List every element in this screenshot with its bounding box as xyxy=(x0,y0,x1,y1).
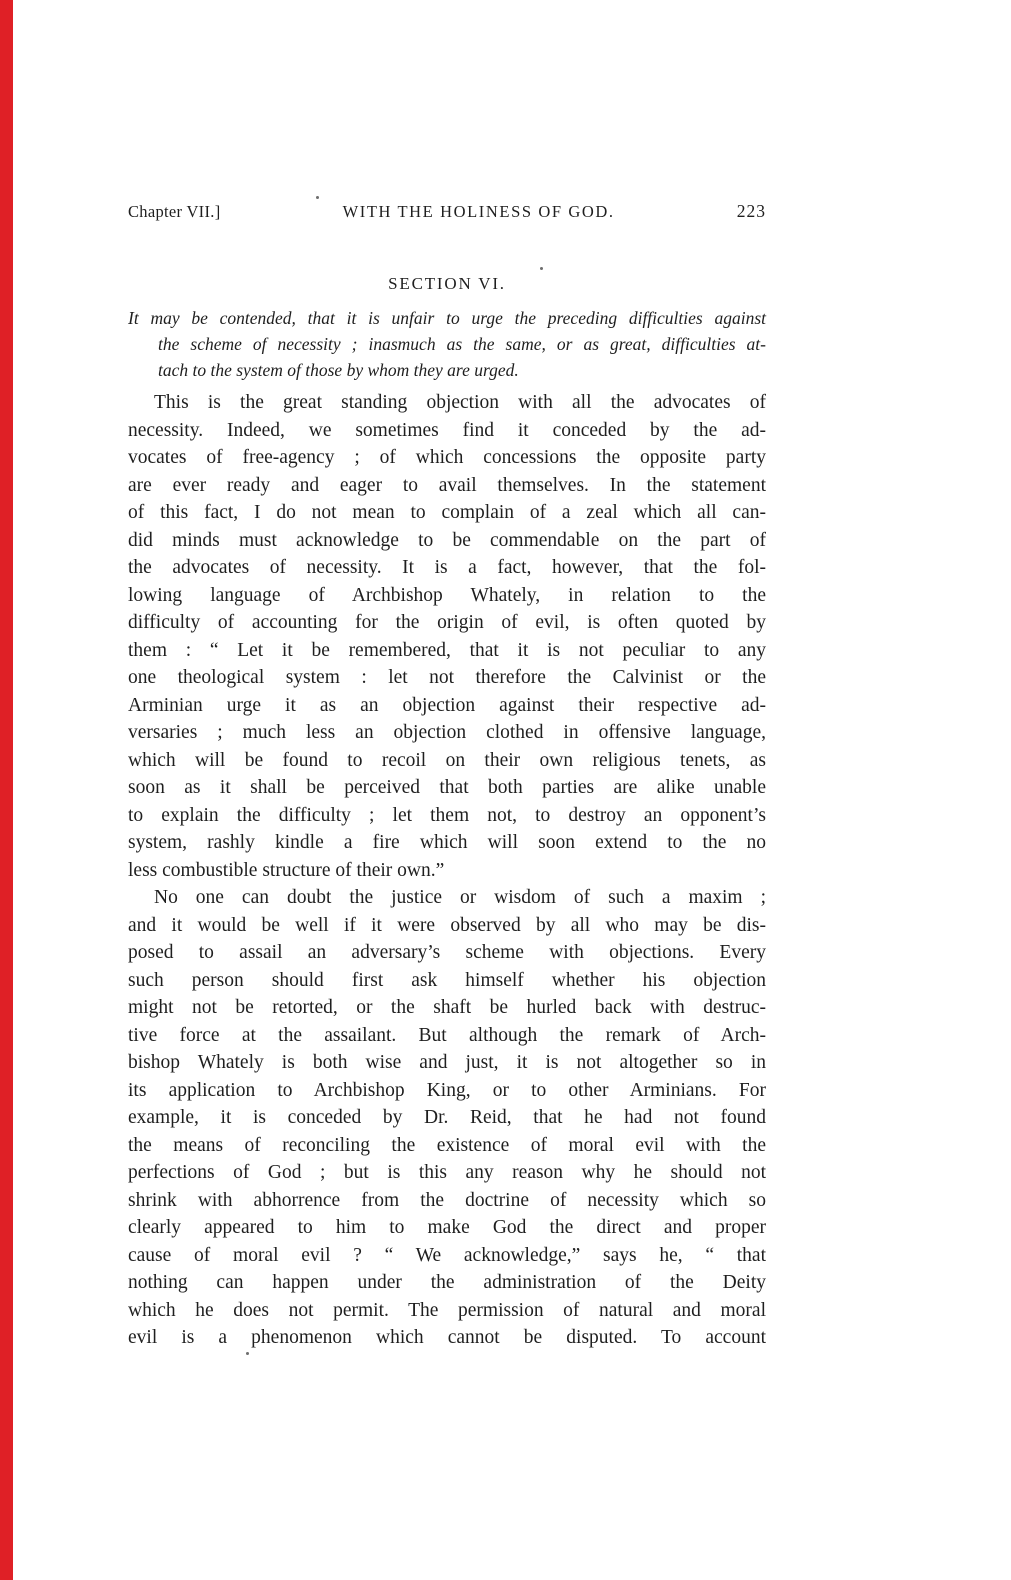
text-line: which will be found to recoil on their own religious tenets, as xyxy=(128,749,766,771)
text-line: tive force at the assailant. But although the remark of Arch- xyxy=(128,1024,766,1046)
text-line: less combustible structure of their own.” xyxy=(128,859,445,881)
section-heading: SECTION VI. xyxy=(388,274,506,293)
text-line: No one can doubt the justice or wisdom of such a maxim ; xyxy=(154,887,766,908)
scan-speck xyxy=(540,267,543,270)
paragraph-2 xyxy=(128,884,766,1352)
text-line: This is the great standing objection with all the advocates of xyxy=(154,392,766,413)
text-line: It may be contended, that it is unfair to urge the preceding difficulties against xyxy=(128,308,766,328)
text-line: evil is a phenomenon which cannot be disputed. To account xyxy=(128,1327,766,1348)
text-line: of this fact, I do not mean to complain of a zeal which all can- xyxy=(128,502,766,523)
running-header xyxy=(128,201,766,222)
text-line: system, rashly kindle a fire which will soon extend to the no xyxy=(128,832,766,853)
paragraph-1 xyxy=(128,389,766,884)
text-line: bishop Whately is both wise and just, it is not altogether so in xyxy=(128,1052,766,1073)
text-line: the scheme of necessity ; inasmuch as the same, or as great, difficulties at- xyxy=(158,334,766,354)
text-line: perfections of God ; but is this any reason why he should not xyxy=(128,1162,766,1183)
text-line: one theological system : let not therefore the Calvinist or the xyxy=(128,667,766,688)
chapter-label: Chapter VII.] xyxy=(128,202,221,221)
scan-speck xyxy=(316,196,319,199)
text-line: necessity. Indeed, we sometimes find it conceded by the ad- xyxy=(128,419,766,441)
text-line: posed to assail an adversary’s scheme with objections. Every xyxy=(128,942,766,963)
text-line: Arminian urge it as an objection against their respective ad- xyxy=(128,694,766,716)
text-line: clearly appeared to him to make God the direct and proper xyxy=(128,1217,766,1238)
text-line: might not be retorted, or the shaft be hurled back with destruc- xyxy=(128,997,766,1018)
text-line: and it would be well if it were observed by all who may be dis- xyxy=(128,914,766,936)
text-line: soon as it shall be perceived that both parties are alike unable xyxy=(128,777,766,798)
body-text xyxy=(128,389,766,1352)
section-argument xyxy=(128,305,766,383)
text-line: versaries ; much less an objection clothed in offensive language, xyxy=(128,722,766,743)
text-line: them : “ Let it be remembered, that it is not peculiar to any xyxy=(128,639,766,661)
text-line: vocates of free-agency ; of which concessions the opposite party xyxy=(128,447,766,468)
text-line: example, it is conceded by Dr. Reid, that he had not found xyxy=(128,1107,766,1128)
text-line: such person should first ask himself whether his objection xyxy=(128,969,766,991)
text-line: cause of moral evil ? “ We acknowledge,” says he, “ that xyxy=(128,1244,766,1266)
text-line: are ever ready and eager to avail themselves. In the statement xyxy=(128,474,766,496)
scan-edge-stripe xyxy=(0,0,13,1580)
text-line: which he does not permit. The permission of natural and moral xyxy=(128,1299,766,1321)
text-line: shrink with abhorrence from the doctrine of necessity which so xyxy=(128,1189,766,1211)
text-line: its application to Archbishop King, or to other Arminians. For xyxy=(128,1079,766,1101)
text-line: the means of reconciling the existence of moral evil with the xyxy=(128,1134,766,1156)
text-line: the advocates of necessity. It is a fact, however, that the fol- xyxy=(128,557,766,578)
scan-speck xyxy=(246,1352,249,1355)
text-line: to explain the difficulty ; let them not, to destroy an opponent’s xyxy=(128,804,766,826)
text-line: tach to the system of those by whom they are urged. xyxy=(158,360,519,380)
text-line: lowing language of Archbishop Whately, in relation to the xyxy=(128,584,766,606)
text-line: difficulty of accounting for the origin of evil, is often quoted by xyxy=(128,612,766,633)
page-number: 223 xyxy=(736,201,766,221)
text-line: nothing can happen under the administration of the Deity xyxy=(128,1272,766,1293)
running-title: WITH THE HOLINESS OF GOD. xyxy=(342,202,615,221)
text-line: did minds must acknowledge to be commendable on the part of xyxy=(128,529,766,551)
